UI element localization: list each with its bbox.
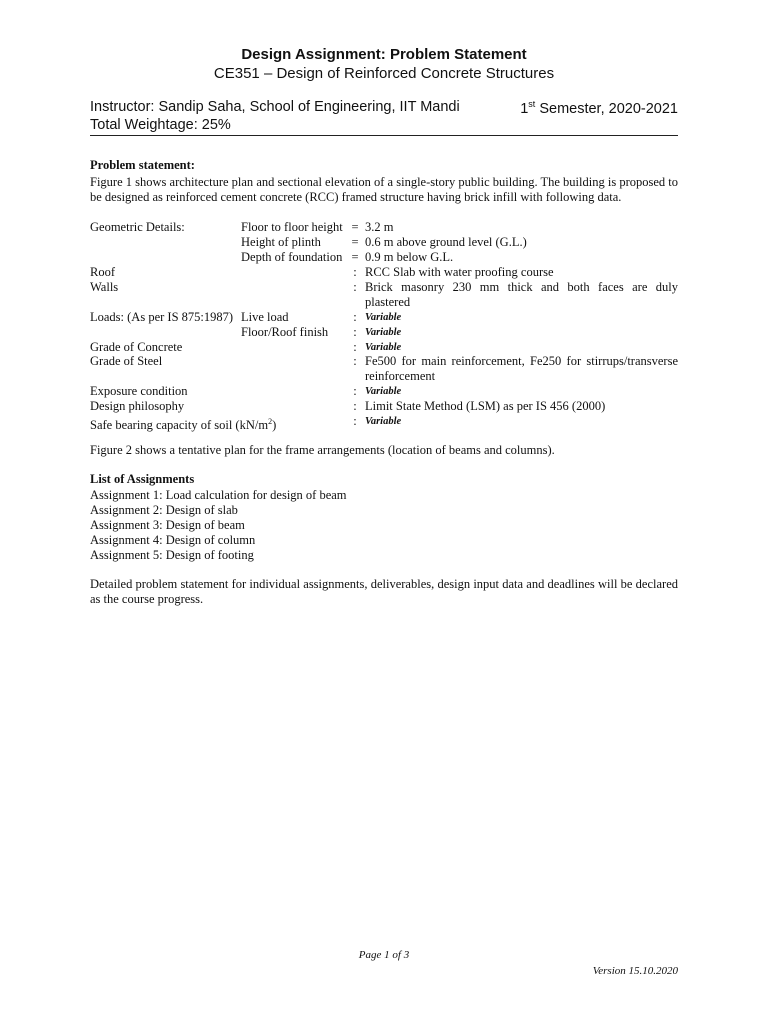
detail-label: Exposure condition — [90, 384, 188, 398]
detail-label: Grade of Steel — [90, 354, 163, 368]
detail-separator: : — [353, 399, 357, 413]
detail-row — [90, 220, 678, 235]
detail-separator: : — [353, 340, 357, 354]
meta-row-instructor — [90, 99, 678, 115]
detail-row — [90, 265, 678, 280]
problem-intro: Figure 1 shows architecture plan and sectional elevation of a single-story public building. The building is proposed to be designed as reinforced cement concrete (RCC) framed structure having brick infill with following data. — [90, 175, 678, 204]
list-item: Assignment 4: Design of column — [90, 533, 256, 547]
detail-row — [90, 280, 678, 309]
detail-sublabel: Floor/Roof finish — [241, 325, 329, 339]
detail-value: Variable — [365, 342, 402, 353]
detail-value: Fe500 for main reinforcement, Fe250 for stirrups/transverse reinforcement — [365, 354, 678, 383]
detail-sublabel: Floor to floor height — [241, 220, 343, 234]
detail-value: Variable — [365, 416, 402, 427]
detail-separator: : — [353, 384, 357, 398]
assignments-list — [90, 488, 347, 563]
problem-heading: Problem statement: — [90, 158, 195, 172]
detail-label: Design philosophy — [90, 399, 185, 413]
assignments-heading: List of Assignments — [90, 472, 195, 486]
detail-value: 0.9 m below G.L. — [365, 250, 454, 264]
list-item: Assignment 2: Design of slab — [90, 503, 238, 517]
list-item: Assignment 3: Design of beam — [90, 518, 245, 532]
detail-value: Variable — [365, 312, 402, 323]
detail-sublabel: Depth of foundation — [241, 250, 343, 264]
detail-row — [90, 354, 678, 383]
detail-row — [90, 310, 678, 325]
detail-separator: = — [351, 235, 359, 249]
detail-value: 0.6 m above ground level (G.L.) — [365, 235, 527, 249]
instructor-text: Instructor: Sandip Saha, School of Engineering, IIT Mandi — [90, 99, 460, 115]
semester-text: 1st Semester, 2020-2021 — [520, 99, 678, 117]
detail-value: Variable — [365, 327, 402, 338]
detail-label: Walls — [90, 280, 119, 294]
detail-separator: : — [353, 265, 357, 279]
detail-value: Brick masonry 230 mm thick and both faces are duly plastered — [365, 280, 678, 309]
detail-separator: : — [353, 354, 357, 368]
detail-label: Roof — [90, 265, 115, 279]
detail-value: Variable — [365, 386, 402, 397]
detail-separator: = — [351, 250, 359, 264]
figure2-note: Figure 2 shows a tentative plan for the frame arrangements (location of beams and columns). — [90, 443, 555, 457]
detail-label: Geometric Details: — [90, 220, 185, 234]
page-number: Page 1 of 3 — [358, 949, 410, 961]
header-divider — [90, 135, 678, 136]
detail-sublabel: Height of plinth — [241, 235, 321, 249]
detail-row — [90, 340, 678, 355]
closing-paragraph: Detailed problem statement for individual assignments, deliverables, design input data and deadlines will be declared as the course progress. — [90, 577, 678, 606]
weightage-text: Total Weightage: 25% — [90, 117, 231, 133]
detail-separator: : — [353, 325, 357, 339]
detail-row — [90, 235, 678, 250]
detail-row — [90, 399, 678, 414]
detail-row — [90, 384, 678, 399]
detail-label: Loads: (As per IS 875:1987) — [90, 310, 234, 324]
document-title: Design Assignment: Problem Statement — [241, 46, 527, 63]
detail-value: 3.2 m — [365, 220, 394, 234]
detail-value: RCC Slab with water proofing course — [365, 265, 554, 279]
version-label: Version 15.10.2020 — [592, 965, 678, 977]
course-title: CE351 – Design of Reinforced Concrete Structures — [213, 65, 555, 82]
detail-sublabel: Live load — [241, 310, 289, 324]
detail-label: Grade of Concrete — [90, 340, 183, 354]
list-item: Assignment 5: Design of footing — [90, 548, 254, 562]
detail-separator: = — [351, 220, 359, 234]
detail-separator: : — [353, 310, 357, 324]
detail-separator: : — [353, 280, 357, 294]
detail-label: Safe bearing capacity of soil $(kN/m^2)$ — [90, 417, 277, 433]
detail-row — [90, 414, 678, 433]
detail-separator: : — [353, 414, 357, 428]
detail-row — [90, 325, 678, 340]
list-item: Assignment 1: Load calculation for design of beam — [90, 488, 347, 502]
detail-row — [90, 250, 678, 265]
detail-value: Limit State Method (LSM) as per IS 456 (2000) — [365, 399, 606, 413]
